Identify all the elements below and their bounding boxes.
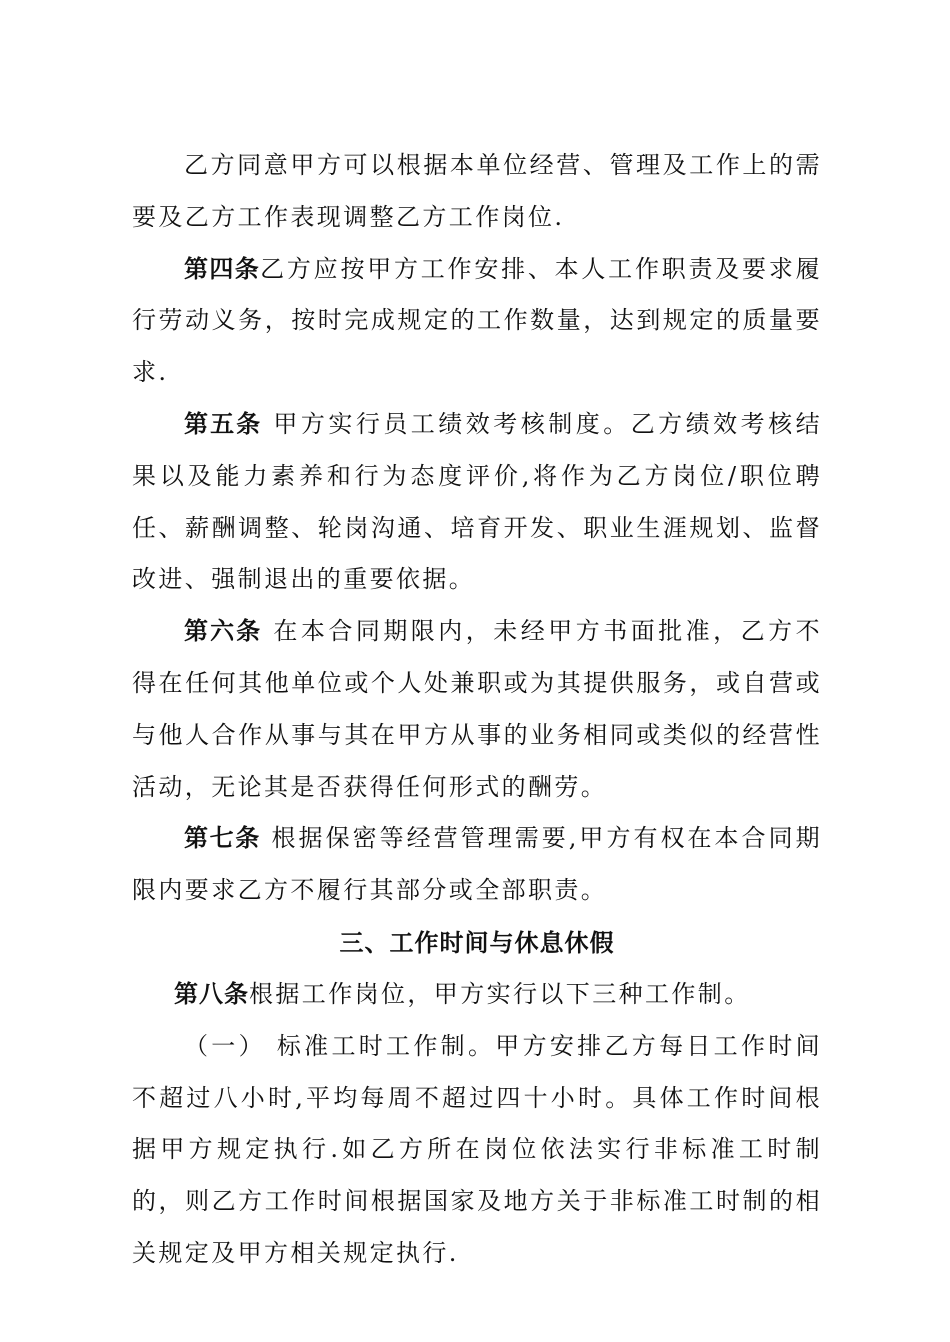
article-number: 第八条 — [174, 979, 249, 1008]
article-text: 乙方应按甲方工作安排、本人工作职责及要求履行劳动义务，按时完成规定的工作数量，达到规定的质量要求. — [132, 254, 822, 387]
article-text: 根据工作岗位，甲方实行以下三种工作制。 — [249, 979, 751, 1008]
article-text: 在本合同期限内，未经甲方书面批准，乙方不得在任何其他单位或个人处兼职或为其提供服务，或自营或与他人合作从事与其在甲方从事的业务相同或类似的经营性活动，无论其是否获得任何形式的酬劳。 — [132, 617, 823, 801]
article-4 — [132, 244, 822, 399]
paragraph-text: 乙方同意甲方可以根据本单位经营、管理及工作上的需要及乙方工作表现调整乙方工作岗位. — [132, 151, 822, 231]
clause-standard-hours — [132, 1021, 822, 1280]
article-8 — [132, 969, 822, 1021]
article-6 — [132, 606, 822, 813]
document-page — [132, 140, 822, 1280]
article-text: 甲方实行员工绩效考核制度。乙方绩效考核结果以及能力素养和行为态度评价,将作为乙方岗位/职位聘任、薪酬调整、轮岗沟通、培育开发、职业生涯规划、监督改进、强制退出的重要依据。 — [132, 409, 823, 594]
article-number: 第六条 — [184, 617, 263, 646]
clause-text: （一） 标准工时工作制。甲方安排乙方每日工作时间不超过八小时,平均每周不超过四十小时。具体工作时间根据甲方规定执行.如乙方所在岗位依法实行非标准工时制的，则乙方工作时间根据国家及地方关于非标准工时制的相关规定及甲方相关规定执行. — [132, 1031, 822, 1267]
article-number: 第四条 — [184, 254, 261, 283]
article-5 — [132, 399, 822, 606]
paragraph-job-adjustment — [132, 140, 822, 244]
article-number: 第五条 — [184, 409, 263, 438]
article-7 — [132, 813, 822, 917]
section-heading: 三、工作时间与休息休假 — [339, 928, 615, 957]
article-number: 第七条 — [184, 824, 261, 853]
article-text: 根据保密等经营管理需要,甲方有权在本合同期限内要求乙方不履行其部分或全部职责。 — [132, 824, 823, 905]
